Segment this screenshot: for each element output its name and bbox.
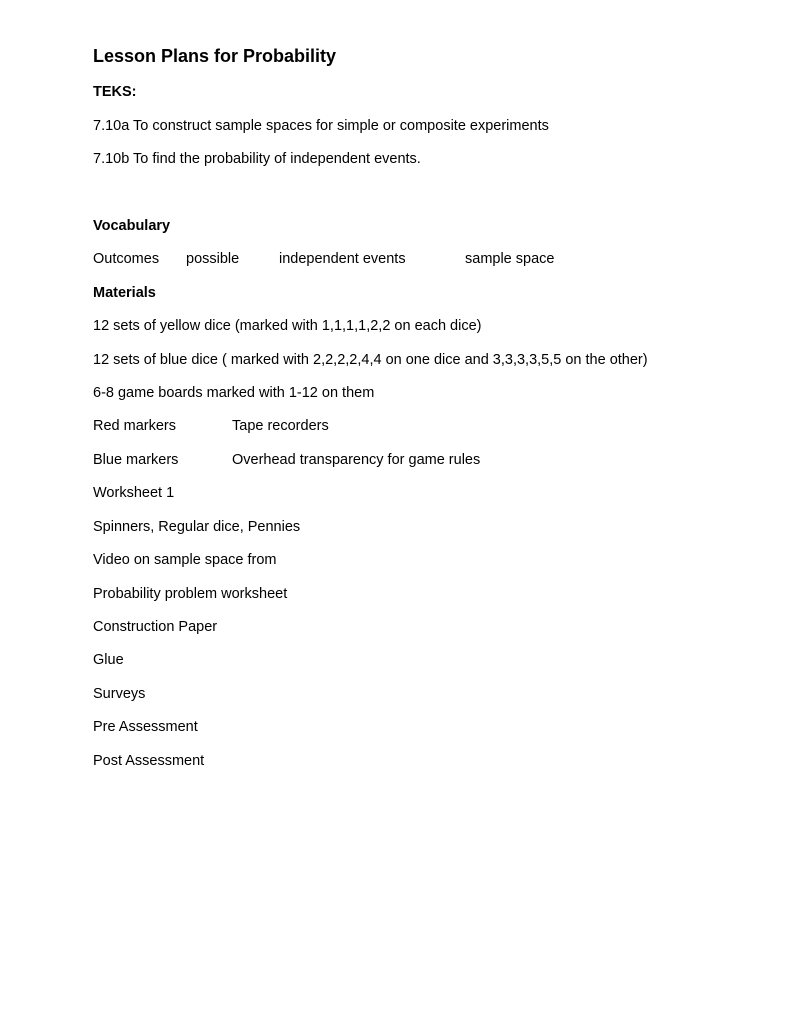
materials-item: Blue markers xyxy=(93,452,179,468)
materials-item: Surveys xyxy=(93,686,146,702)
materials-item: Tape recorders xyxy=(232,418,329,434)
materials-item: Pre Assessment xyxy=(93,719,198,735)
materials-item: 6-8 game boards marked with 1-12 on them xyxy=(93,385,375,401)
materials-item: Overhead transparency for game rules xyxy=(232,452,481,468)
teks-item-1: 7.10a To construct sample spaces for simple or composite experiments xyxy=(93,118,549,134)
vocab-term-independent-events: independent events xyxy=(279,251,406,267)
materials-item: Construction Paper xyxy=(93,619,218,635)
materials-item: Probability problem worksheet xyxy=(93,586,288,602)
materials-item: Glue xyxy=(93,652,124,668)
materials-item: Video on sample space from xyxy=(93,552,277,568)
page-title: Lesson Plans for Probability xyxy=(93,46,337,66)
vocab-term-sample-space: sample space xyxy=(465,251,555,267)
materials-pair-row xyxy=(93,417,693,435)
materials-item: Red markers xyxy=(93,418,176,434)
vocabulary-terms xyxy=(93,250,693,268)
materials-pair-row xyxy=(93,451,693,469)
teks-heading: TEKS: xyxy=(93,84,137,100)
vocab-term-possible: possible xyxy=(186,251,240,267)
teks-item-2: 7.10b To find the probability of independent events. xyxy=(93,151,421,167)
materials-item: 12 sets of blue dice ( marked with 2,2,2,2,4,4 on one dice and 3,3,3,3,5,5 on the other) xyxy=(93,352,648,368)
materials-item: Spinners, Regular dice, Pennies xyxy=(93,519,301,535)
vocab-term-outcomes: Outcomes xyxy=(93,251,160,267)
materials-item: 12 sets of yellow dice (marked with 1,1,1,1,2,2 on each dice) xyxy=(93,318,482,334)
materials-heading: Materials xyxy=(93,285,156,301)
vocabulary-heading: Vocabulary xyxy=(93,218,171,234)
materials-item: Worksheet 1 xyxy=(93,485,175,501)
materials-item: Post Assessment xyxy=(93,753,205,769)
